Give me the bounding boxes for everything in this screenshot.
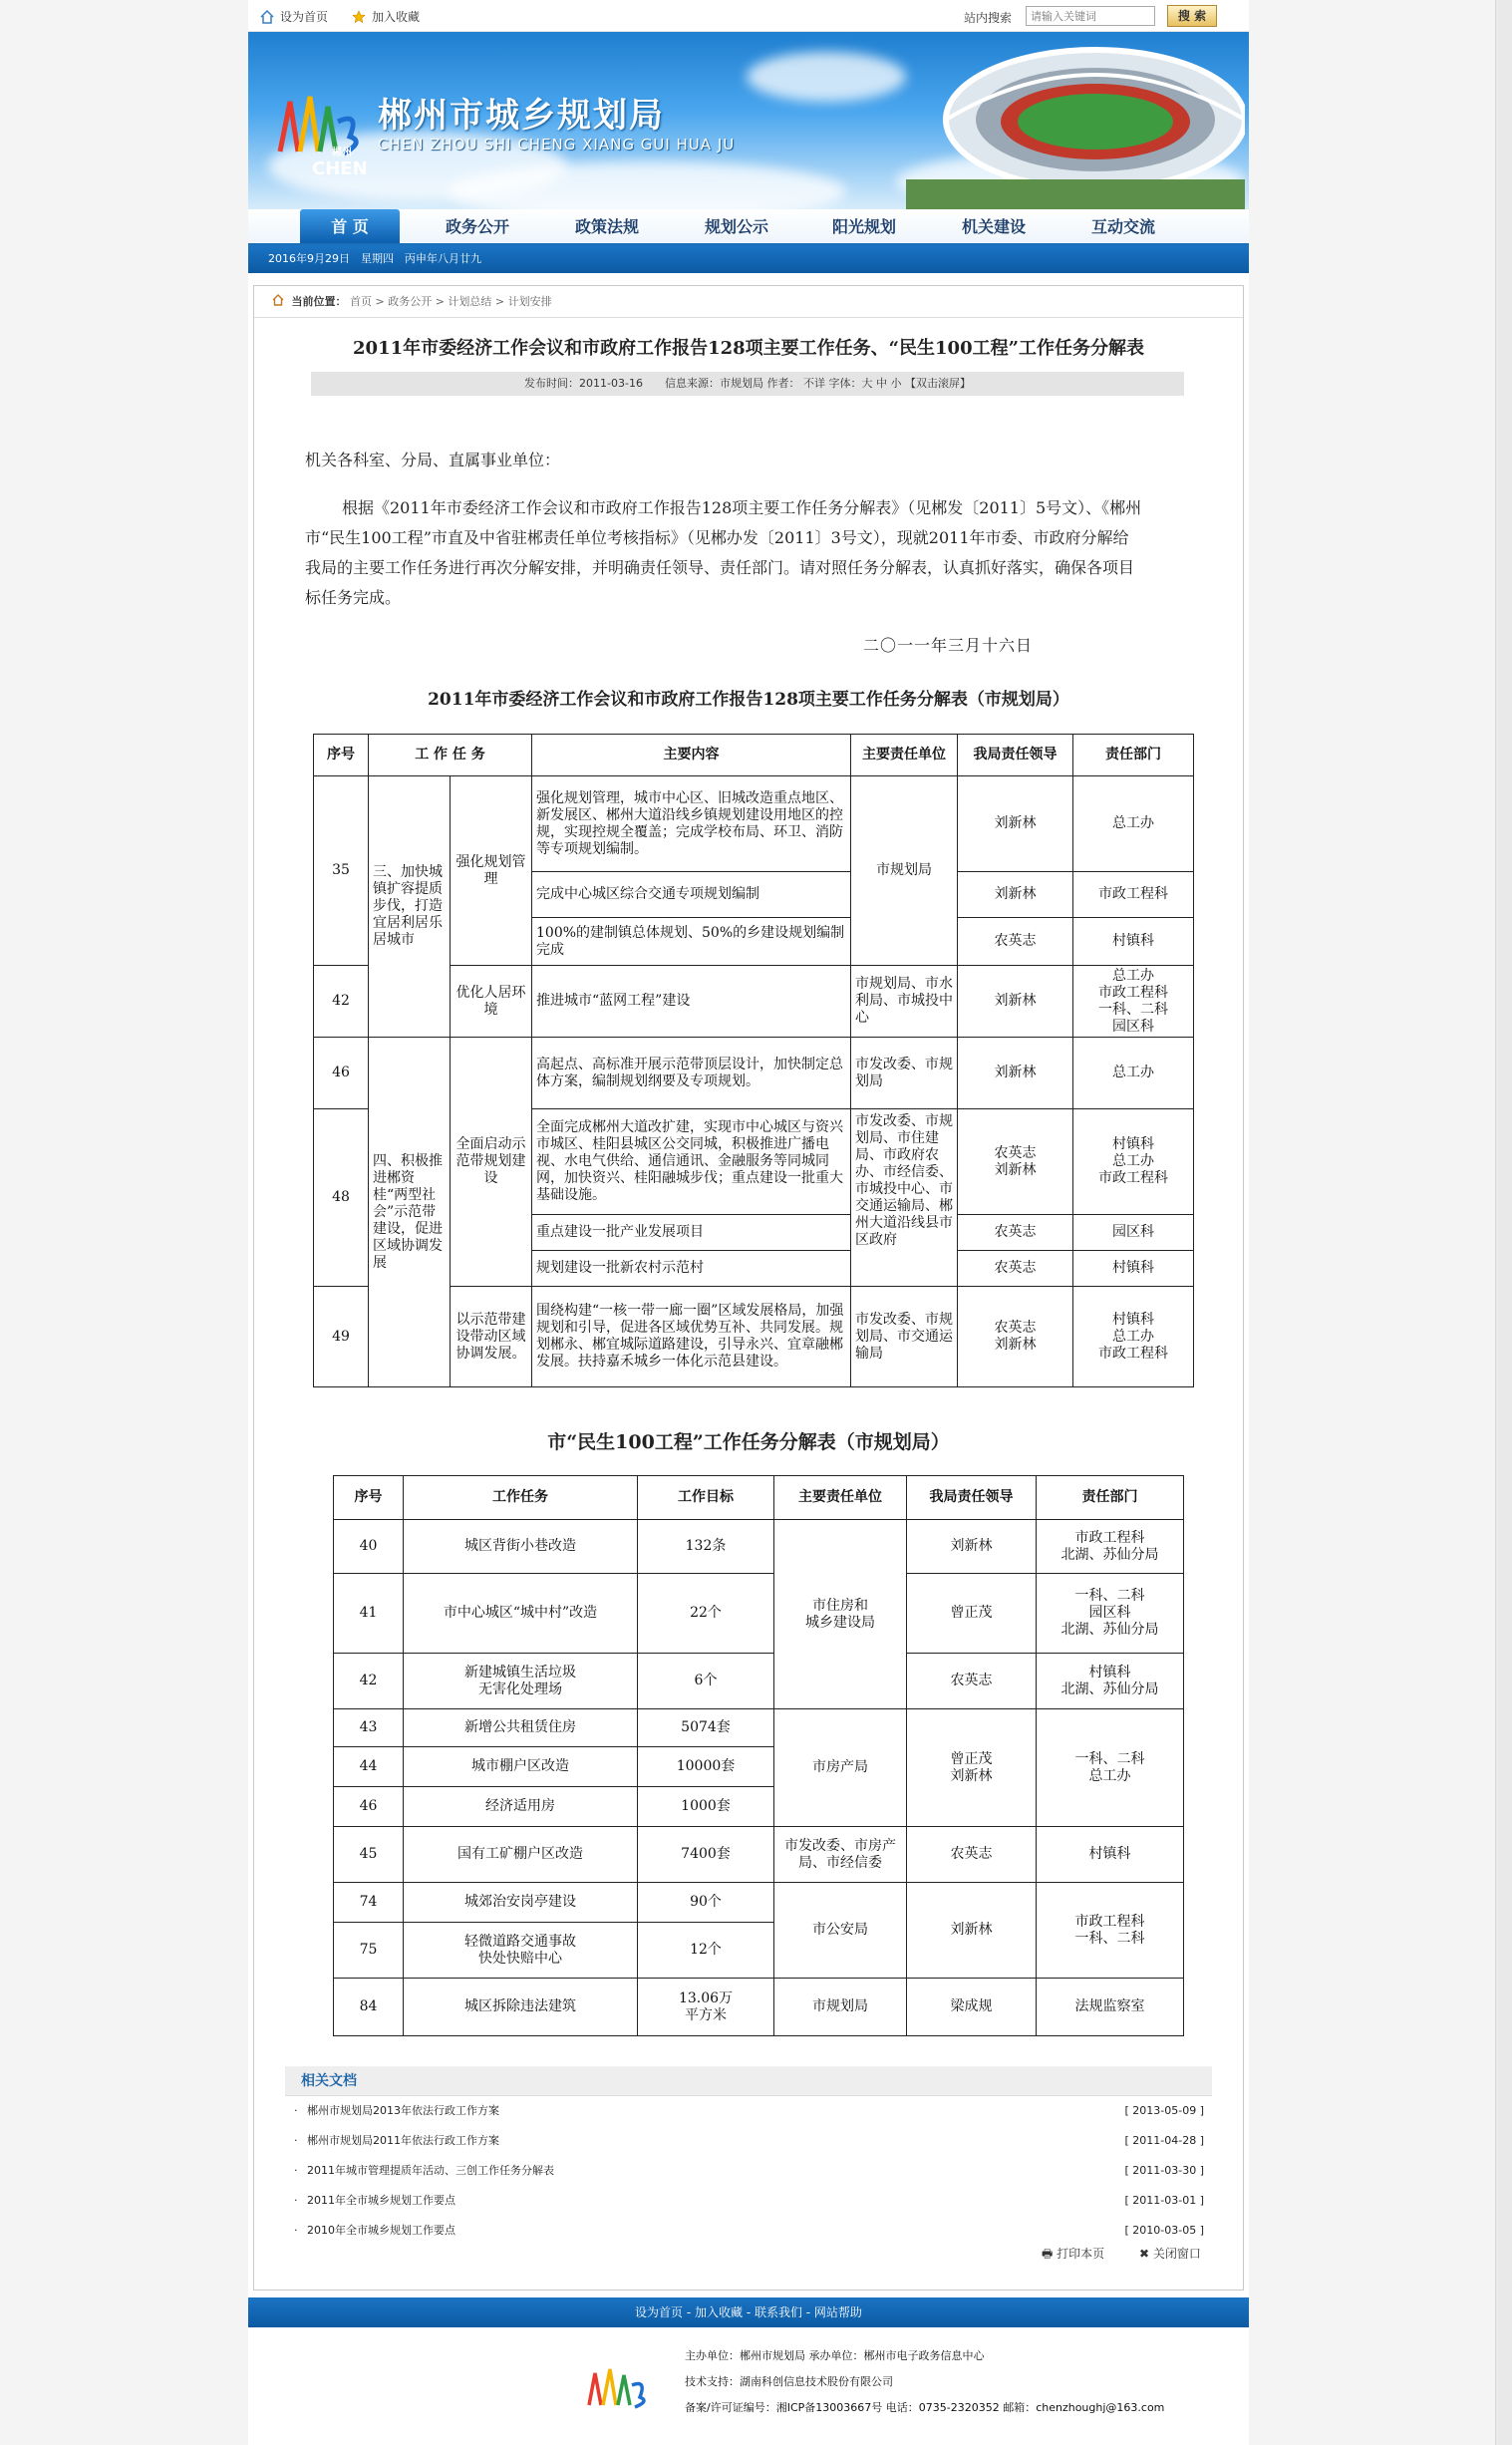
t1-leader: 刘新林	[958, 1038, 1073, 1109]
t1-content: 全面完成郴州大道改扩建，实现市中心城区与资兴市城区、桂阳县城区公交同城，积极推进广播电视、水电气供给、通信通讯、金融服务等同城同网，加快资兴、桂阳融城步伐；重点建设一批重大基础设施。	[532, 1109, 851, 1215]
related-docs-title: 相关文档	[285, 2066, 1212, 2096]
t2-leader: 刘新林	[907, 1520, 1037, 1574]
t2-unit: 市规划局	[774, 1979, 907, 2036]
footer-tech: 技术支持：湖南科创信息技术股份有限公司	[685, 2375, 893, 2388]
t1-task: 三、加快城镇扩容提质步伐，打造宜居利居乐居城市	[369, 776, 451, 1038]
t2-no: 41	[334, 1574, 404, 1654]
t2-no: 42	[334, 1654, 404, 1709]
t1-unit: 市规划局、市水利局、市城投中心	[851, 966, 958, 1038]
t2-dept: 一科、二科 总工办	[1037, 1709, 1184, 1827]
t1-subtask: 全面启动示范带规划建设	[451, 1038, 532, 1287]
related-item[interactable]: · 2011年全市城乡规划工作要点 [ 2011-03-01 ]	[285, 2186, 1212, 2216]
t2-no: 46	[334, 1787, 404, 1827]
t1-unit: 市发改委、市规划局、市住建局、市政府农办、市经信委、市城投中心、市交通运输局、郴州大道沿线县市区政府	[851, 1109, 958, 1287]
t2-leader: 刘新林	[907, 1883, 1037, 1979]
t2-goal: 22个	[638, 1574, 774, 1654]
task-table-2	[333, 1475, 1184, 2036]
t1-subtask: 强化规划管理	[451, 776, 532, 966]
table1-title: 2011年市委经济工作会议和市政府工作报告128项主要工作任务分解表（市规划局）	[428, 690, 1069, 710]
t1-subtask: 以示范带建设带动区域协调发展。	[451, 1287, 532, 1387]
t2-goal: 6个	[638, 1654, 774, 1709]
logo-word: 郴州 CHEN	[312, 148, 368, 179]
t2-no: 74	[334, 1883, 404, 1923]
t2-dept: 一科、二科 园区科 北湖、苏仙分局	[1037, 1574, 1184, 1654]
t1-dept: 村镇科	[1073, 918, 1194, 966]
t2-goal: 7400套	[638, 1827, 774, 1883]
issue-date: 二〇一一年三月十六日	[862, 636, 1033, 655]
search-input[interactable]	[1026, 6, 1155, 26]
t1-row-no: 46	[314, 1038, 369, 1109]
t1-content: 重点建设一批产业发展项目	[532, 1215, 851, 1251]
t2-no: 84	[334, 1979, 404, 2036]
t2-goal: 90个	[638, 1883, 774, 1923]
t2-unit: 市发改委、市房产局、市经信委	[774, 1827, 907, 1883]
date-bar: 2016年9月29日 星期四 丙申年八月廿九	[248, 245, 1249, 273]
set-home-label: 设为首页	[280, 10, 329, 24]
t1-header-task: 工 作 任 务	[369, 735, 532, 776]
t2-task: 市中心城区“城中村”改造	[404, 1574, 638, 1654]
table2-title: 市“民生100工程”工作任务分解表（市规划局）	[547, 1431, 950, 1453]
t2-task: 轻微道路交通事故 快处快赔中心	[404, 1923, 638, 1979]
t2-task: 国有工矿棚户区改造	[404, 1827, 638, 1883]
search-button[interactable]: 搜 索	[1167, 5, 1217, 27]
t1-dept: 总工办 市政工程科 一科、二科 园区科	[1073, 966, 1194, 1038]
star-icon	[352, 10, 366, 24]
t1-content: 强化规划管理，城市中心区、旧城改造重点地区、新发展区、郴州大道沿线乡镇规划建设用地区的控规，实现控规全覆盖；完成学校布局、环卫、消防等专项规划编制。	[532, 776, 851, 872]
home-icon	[260, 10, 274, 24]
t1-row-no: 42	[314, 966, 369, 1038]
t2-leader: 农英志	[907, 1654, 1037, 1709]
t2-dept: 村镇科 北湖、苏仙分局	[1037, 1654, 1184, 1709]
t1-dept: 总工办	[1073, 776, 1194, 872]
printer-icon: 🖶	[1042, 2247, 1054, 2261]
right-scroll-gutter	[1495, 0, 1512, 2445]
t2-no: 75	[334, 1923, 404, 1979]
site-subtitle: CHEN ZHOU SHI CHENG XIANG GUI HUA JU	[378, 136, 736, 153]
t2-task: 新建城镇生活垃圾 无害化处理场	[404, 1654, 638, 1709]
t1-task: 四、积极推进郴资桂“两型社会”示范带建设，促进区域协调发展	[369, 1038, 451, 1387]
t2-unit: 市公安局	[774, 1883, 907, 1979]
t1-content: 规划建设一批新农村示范村	[532, 1251, 851, 1287]
task-table-1	[313, 734, 1194, 1387]
t1-content: 完成中心城区综合交通专项规划编制	[532, 872, 851, 918]
nav-item-publicity[interactable]: 规划公示	[704, 217, 768, 236]
t1-header-no: 序号	[314, 735, 369, 776]
t2-no: 44	[334, 1747, 404, 1787]
t2-goal: 132条	[638, 1520, 774, 1574]
t2-header-leader: 我局责任领导	[907, 1476, 1037, 1520]
t1-content: 围绕构建“一核一带一廊一圈”区域发展格局，加强规划和引导，促进各区域优势互补、共同发展。规划郴永、郴宜城际道路建设，引导永兴、宜章融郴发展。扶持嘉禾城乡一体化示范县建设。	[532, 1287, 851, 1387]
t1-leader: 刘新林	[958, 776, 1073, 872]
top-bar	[248, 0, 1249, 32]
t1-unit: 市发改委、市规划局	[851, 1038, 958, 1109]
footer-logo-icon	[583, 2355, 653, 2415]
t2-header-task: 工作任务	[404, 1476, 638, 1520]
salutation: 机关各科室、分局、直属事业单位：	[305, 451, 561, 469]
stadium-image	[906, 40, 1245, 209]
nav-item-interaction[interactable]: 互动交流	[1090, 217, 1155, 236]
breadcrumb	[254, 286, 1243, 318]
related-item[interactable]: · 2010年全市城乡规划工作要点 [ 2010-03-05 ]	[285, 2216, 1212, 2246]
t2-task: 城市棚户区改造	[404, 1747, 638, 1787]
t2-unit: 市房产局	[774, 1709, 907, 1827]
t1-dept: 总工办	[1073, 1038, 1194, 1109]
main-nav	[248, 209, 1249, 245]
nav-item-gov-affairs[interactable]: 政务公开	[445, 217, 509, 236]
related-item[interactable]: · 2011年城市管理提质年活动、三创工作任务分解表 [ 2011-03-30 ]	[285, 2156, 1212, 2186]
add-favorite-label: 加入收藏	[372, 10, 421, 24]
t2-dept: 市政工程科 北湖、苏仙分局	[1037, 1520, 1184, 1574]
t1-header-unit: 主要责任单位	[851, 735, 958, 776]
t2-leader: 曾正茂	[907, 1574, 1037, 1654]
nav-item-home[interactable]: 首 页	[300, 209, 400, 243]
print-link[interactable]: 🖶 打印本页	[1042, 2247, 1105, 2261]
site-title: 郴州市城乡规划局	[378, 96, 665, 136]
search-label: 站内搜索	[964, 11, 1013, 25]
t2-header-dept: 责任部门	[1037, 1476, 1184, 1520]
t2-goal: 1000套	[638, 1787, 774, 1827]
breadcrumb-path[interactable]: 首页 > 政务公开 > 计划总结 > 计划安排	[350, 295, 552, 308]
t1-subtask: 优化人居环境	[451, 966, 532, 1038]
t1-leader: 农英志 刘新林	[958, 1109, 1073, 1215]
t2-task: 城区背街小巷改造	[404, 1520, 638, 1574]
t2-no: 45	[334, 1827, 404, 1883]
t1-dept: 市政工程科	[1073, 872, 1194, 918]
nav-item-organ[interactable]: 机关建设	[961, 217, 1026, 236]
close-window-link[interactable]: ✖ 关闭窗口	[1139, 2247, 1201, 2261]
t1-leader: 农英志	[958, 1215, 1073, 1251]
t2-header-goal: 工作目标	[638, 1476, 774, 1520]
t2-leader: 农英志	[907, 1827, 1037, 1883]
t2-leader: 曾正茂 刘新林	[907, 1709, 1037, 1827]
t1-dept: 村镇科 总工办 市政工程科	[1073, 1109, 1194, 1215]
footer-host: 主办单位：郴州市规划局 承办单位：郴州市电子政务信息中心	[685, 2349, 985, 2362]
t2-task: 新增公共租赁住房	[404, 1709, 638, 1747]
t2-header-unit: 主要责任单位	[774, 1476, 907, 1520]
nav-item-sunshine[interactable]: 阳光规划	[831, 217, 896, 236]
t1-content: 高起点、高标准开展示范带顶层设计，加快制定总体方案，编制规划纲要及专项规划。	[532, 1038, 851, 1109]
t2-dept: 市政工程科 一科、二科	[1037, 1883, 1184, 1979]
article-meta: 发布时间：2011-03-16 信息来源：市规划局 作者： 不详 字体：大 中 小 【双击滚屏】	[311, 372, 1184, 396]
intro-paragraph: 根据《2011年市委经济工作会议和市政府工作报告128项主要工作任务分解表》（见郴发〔2011〕5号文）、《郴州市“民生100工程”市直及中省驻郴责任单位考核指标》（见郴办发〔2011〕3号文），现就2011年市委、市政府分解给我局的主要工作任务进行再次分解安排，并明确责任领导、责任部门。请对照任务分解表，认真抓好落实，确保各项目标任务完成。	[305, 498, 1142, 607]
t1-content: 推进城市“蓝网工程”建设	[532, 966, 851, 1038]
t2-dept: 村镇科	[1037, 1827, 1184, 1883]
t1-unit: 市发改委、市规划局、市交通运输局	[851, 1287, 958, 1387]
t2-dept: 法规监察室	[1037, 1979, 1184, 2036]
t1-leader: 农英志	[958, 1251, 1073, 1287]
nav-item-policy[interactable]: 政策法规	[574, 217, 639, 236]
t2-no: 43	[334, 1709, 404, 1747]
related-item[interactable]: · 郴州市规划局2013年依法行政工作方案 [ 2013-05-09 ]	[285, 2096, 1212, 2126]
t1-dept: 村镇科 总工办 市政工程科	[1073, 1287, 1194, 1387]
t1-dept: 园区科	[1073, 1215, 1194, 1251]
breadcrumb-label: 当前位置：	[291, 295, 347, 308]
t1-unit: 市规划局	[851, 776, 958, 966]
t1-leader: 农英志 刘新林	[958, 1287, 1073, 1387]
set-home-link[interactable]	[260, 8, 328, 25]
related-docs	[285, 2066, 1212, 2246]
article-title: 2011年市委经济工作会议和市政府工作报告128项主要工作任务、“民生100工程”工作任务分解表	[353, 338, 1144, 359]
t2-task: 城郊治安岗亭建设	[404, 1883, 638, 1923]
page	[248, 0, 1249, 2445]
article-container	[253, 285, 1244, 2291]
t1-row-no: 35	[314, 776, 369, 966]
t1-header-content: 主要内容	[532, 735, 851, 776]
t2-unit: 市住房和 城乡建设局	[774, 1520, 907, 1709]
t1-row-no: 48	[314, 1109, 369, 1287]
t2-task: 城区拆除违法建筑	[404, 1979, 638, 2036]
t1-header-dept: 责任部门	[1073, 735, 1194, 776]
t1-content: 100%的建制镇总体规划、50%的乡建设规划编制完成	[532, 918, 851, 966]
t2-leader: 梁成规	[907, 1979, 1037, 2036]
t2-header-no: 序号	[334, 1476, 404, 1520]
related-item[interactable]: · 郴州市规划局2011年依法行政工作方案 [ 2011-04-28 ]	[285, 2126, 1212, 2156]
t2-goal: 13.06万 平方米	[638, 1979, 774, 2036]
t2-goal: 12个	[638, 1923, 774, 1979]
t1-dept: 村镇科	[1073, 1251, 1194, 1287]
site-banner	[248, 32, 1249, 209]
footer-nav[interactable]: 设为首页 - 加入收藏 - 联系我们 - 网站帮助	[248, 2297, 1249, 2327]
footer-icp: 备案/许可证编号：湘ICP备13003667号 电话：0735-2320352 邮箱：chenzhoughj@163.com	[685, 2401, 1165, 2414]
t1-row-no: 49	[314, 1287, 369, 1387]
t1-leader: 农英志	[958, 918, 1073, 966]
t1-leader: 刘新林	[958, 966, 1073, 1038]
home-small-icon	[272, 294, 284, 306]
t2-goal: 5074套	[638, 1709, 774, 1747]
t2-no: 40	[334, 1520, 404, 1574]
t2-task: 经济适用房	[404, 1787, 638, 1827]
add-favorite-link[interactable]	[352, 8, 420, 25]
t1-header-leader: 我局责任领导	[958, 735, 1073, 776]
footer	[248, 2327, 1249, 2445]
t1-leader: 刘新林	[958, 872, 1073, 918]
t2-goal: 10000套	[638, 1747, 774, 1787]
close-icon: ✖	[1139, 2247, 1150, 2261]
